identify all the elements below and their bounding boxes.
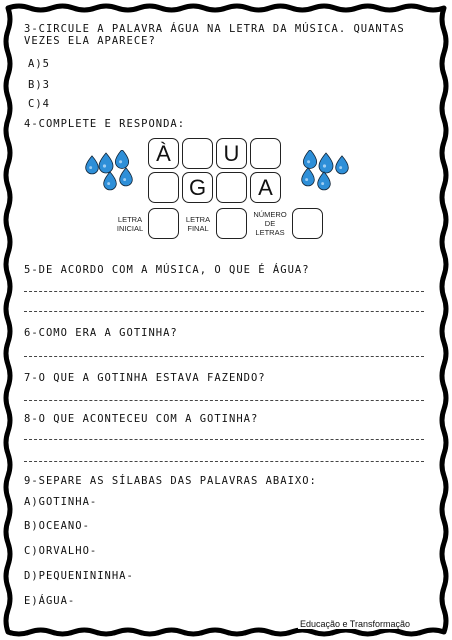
footer-credit: Educação e Transformação — [299, 619, 410, 629]
water-drops-right-icon — [296, 150, 352, 200]
water-drops-left-icon — [84, 150, 140, 200]
q3-option-a: A)5 — [28, 58, 50, 70]
grid-cell-letter-a-accent: À — [148, 138, 179, 169]
q9-item-c: C)ORVALHO- — [24, 545, 98, 557]
question-4: 4-COMPLETE E RESPONDA: — [24, 118, 186, 130]
answer-line[interactable] — [24, 291, 424, 292]
q9-item-b: B)OCEANO- — [24, 520, 90, 532]
label-first-letter: LETRA INICIAL — [116, 215, 144, 233]
answer-line[interactable] — [24, 439, 424, 440]
label-letter-count: NÚMERO DE LETRAS — [253, 210, 287, 237]
question-9: 9-SEPARE AS SÍLABAS DAS PALAVRAS ABAIXO: — [24, 475, 317, 487]
last-letter-answer-box[interactable] — [216, 208, 247, 239]
question-6: 6-COMO ERA A GOTINHA? — [24, 327, 178, 339]
answer-line[interactable] — [24, 356, 424, 357]
question-8: 8-O QUE ACONTECEU COM A GOTINHA? — [24, 413, 259, 425]
grid-cell-letter-u: U — [216, 138, 247, 169]
label-last-letter: LETRA FINAL — [185, 215, 211, 233]
q9-item-a: A)GOTINHA- — [24, 496, 98, 508]
grid-cell-empty[interactable] — [182, 138, 213, 169]
q3-option-b: B)3 — [28, 79, 50, 91]
grid-cell-empty[interactable] — [216, 172, 247, 203]
grid-cell-letter-g: G — [182, 172, 213, 203]
grid-cell-letter-a: A — [250, 172, 281, 203]
answer-line[interactable] — [24, 400, 424, 401]
q9-item-e: E)ÁGUA- — [24, 595, 76, 607]
q3-option-c: C)4 — [28, 98, 50, 110]
grid-cell-empty[interactable] — [148, 172, 179, 203]
q9-item-d: D)PEQUENININHA- — [24, 570, 134, 582]
answer-line[interactable] — [24, 461, 424, 462]
first-letter-answer-box[interactable] — [148, 208, 179, 239]
grid-cell-empty[interactable] — [250, 138, 281, 169]
letter-count-answer-box[interactable] — [292, 208, 323, 239]
question-7: 7-O QUE A GOTINHA ESTAVA FAZENDO? — [24, 372, 266, 384]
question-5: 5-DE ACORDO COM A MÚSICA, O QUE É ÁGUA? — [24, 264, 310, 276]
question-3: 3-CIRCULE A PALAVRA ÁGUA NA LETRA DA MÚSICA. QUANTAS VEZES ELA APARECE? — [24, 23, 405, 47]
answer-line[interactable] — [24, 311, 424, 312]
